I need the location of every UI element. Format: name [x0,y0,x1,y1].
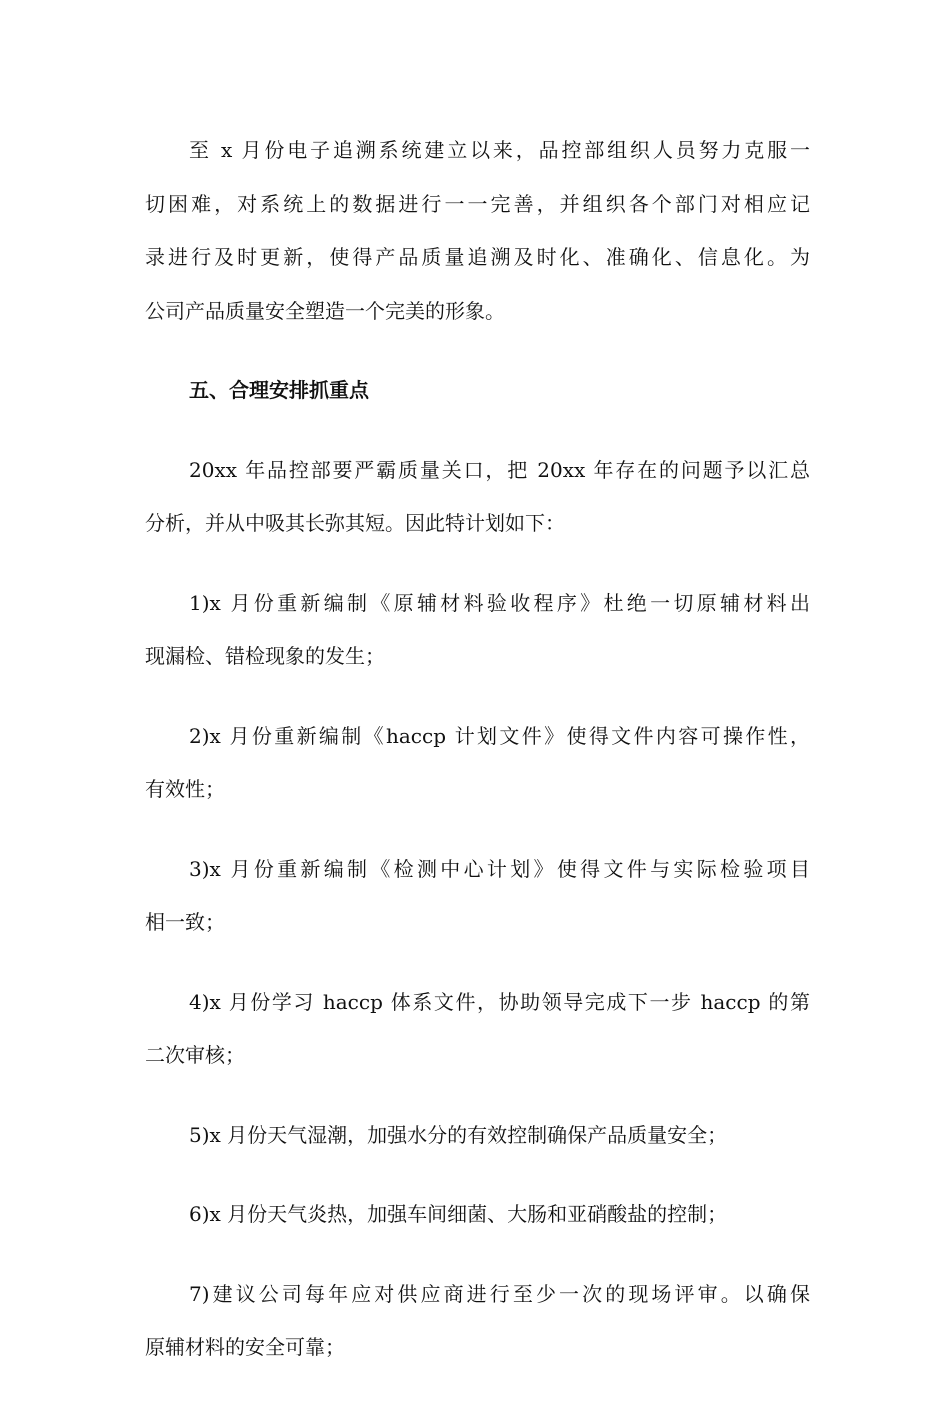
text-line: 1)x 月份重新编制《原辅材料验收程序》杜绝一切原辅材料出 [189,590,810,615]
section-heading: 五、合理安排抓重点 [189,378,369,402]
text-line: 7)建议公司每年应对供应商进行至少一次的现场评审。以确保 [189,1281,810,1306]
list-item [145,1268,810,1375]
text-line: 20xx 年品控部要严霸质量关口，把 20xx 年存在的问题予以汇总 [189,457,810,482]
text-line: 分析，并从中吸其长弥其短。因此特计划如下： [145,511,565,535]
text-line: 公司产品质量安全塑造一个完美的形象。 [145,298,505,323]
plan-intro-paragraph [145,444,810,551]
text-line: 原辅材料的安全可靠； [145,1335,345,1359]
list-item [145,710,810,817]
text-line: 相一致； [145,910,225,934]
list-item [145,577,810,684]
list-item [145,976,810,1083]
text-line: 现漏检、错检现象的发生； [145,644,385,668]
text-line: 切困难，对系统上的数据进行一一完善，并组织各个部门对相应记 [145,191,810,216]
text-line: 6)x 月份天气炎热，加强车间细菌、大肠和亚硝酸盐的控制； [189,1202,728,1226]
list-item [145,1188,810,1242]
text-line: 4)x 月份学习 haccp 体系文件，协助领导完成下一步 haccp 的第 [189,989,810,1014]
text-line: 2)x 月份重新编制《haccp 计划文件》使得文件内容可操作性， [189,723,810,748]
text-line: 有效性； [145,777,225,801]
text-line: 至 x 月份电子追溯系统建立以来，品控部组织人员努力克服一 [189,138,810,162]
text-line: 3)x 月份重新编制《检测中心计划》使得文件与实际检验项目 [189,856,810,881]
text-line: 5)x 月份天气湿潮，加强水分的有效控制确保产品质量安全； [189,1122,728,1147]
text-line: 录进行及时更新，使得产品质量追溯及时化、准确化、信息化。为 [145,245,810,269]
intro-paragraph [145,124,810,338]
document-body [145,124,810,1401]
text-line: 二次审核； [145,1043,245,1067]
list-item [145,1109,810,1163]
list-item [145,843,810,950]
